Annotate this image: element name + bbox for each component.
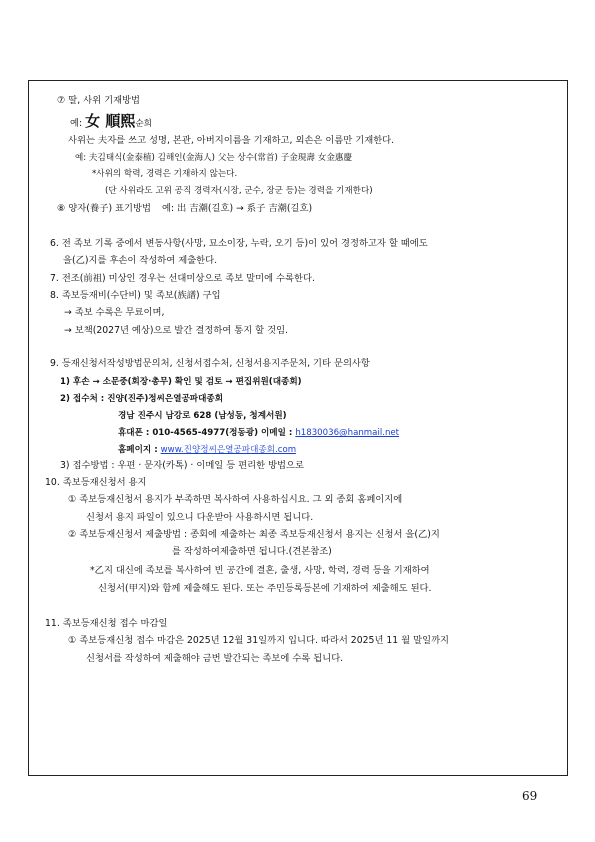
example-name: 女 順熙 (85, 112, 136, 130)
section7-heading: ⑦ 딸, 사위 기재방법 (57, 95, 141, 106)
item7-line: 7. 전조(前祖) 미상인 경우는 선대미상으로 족보 말미에 수록한다. (50, 273, 315, 284)
item11-line1: ① 족보등재신청 접수 마감은 2025년 12월 31일까지 입니다. 따라서 2025년 11 월 말일까지 (68, 635, 450, 646)
email-link[interactable]: h1830036@hanmail.net (295, 428, 400, 438)
item9-heading: 9. 등재신청서작성방법문의처, 신청서접수처, 신청서용지주문처, 기타 문의사항 (50, 358, 370, 369)
item11-heading: 11. 족보등재신청 접수 마감일 (45, 618, 168, 629)
section8-example: 예: 出 吉潮(길호) → 系子 吉潮(길호) (161, 203, 313, 214)
item8-line1: → 족보 수록은 무료이며, (64, 307, 165, 318)
page-number: 69 (522, 789, 538, 803)
item9-sub3: 3) 접수방법 : 우편 · 문자(카톡) · 이메일 등 편리한 방법으로 (60, 460, 304, 471)
section8-heading: ⑧ 양자(養子) 표기방법 (57, 203, 151, 214)
section7-note1: *사위의 학력, 경력은 기재하지 않는다. (92, 169, 238, 179)
item9-homepage-line (118, 444, 296, 456)
section8-line (57, 203, 312, 215)
example-suffix: 순희 (135, 119, 152, 129)
item9-sub1: 1) 후손 → 소문중(회장·총무) 확인 및 검토 → 편집위원(대종회) (60, 377, 302, 387)
item6-line1: 6. 전 족보 기록 중에서 변동사항(사망, 묘소이장, 누락, 오기 등)이 있어 경정하고자 할 때에도 (50, 238, 428, 249)
item8-line2: → 보책(2027년 예상)으로 발간 결정하여 통지 할 것임. (64, 325, 288, 336)
item11-line2: 신청서를 작성하여 제출해야 금번 발간되는 족보에 수록 됩니다. (86, 653, 344, 664)
item8-heading: 8. 족보등재비(수단비) 및 족보(族譜) 구입 (50, 290, 221, 301)
section7-example2: 예: 夫김태식(金泰植) 김해인(金海人) 父는 상수(常首) 子金現壽 女金惠慶 (75, 153, 353, 163)
item9-phone-line (118, 427, 399, 439)
item10-p2-line1: ② 족보등재신청서 제출방법 : 종회에 제출하는 최종 족보등재신청서 용지는 신청서 을(乙)지 (68, 529, 440, 540)
item10-p1-line1: ① 족보등재신청서 용지가 부족하면 복사하여 사용하십시요. 그 외 종회 홈페이지에 (68, 494, 403, 505)
phone-label: 휴대폰 : 010-4565-4977(정동광) 이메일 : (118, 428, 293, 438)
item10-p2-line2: 를 작성하여제출하면 됩니다.(견본참조) (172, 546, 332, 557)
homepage-label: 홈페이지 : (118, 445, 158, 455)
item9-sub2: 2) 접수처 : 진양(진주)정씨은열공파대종회 (60, 394, 224, 404)
section7-example-line (70, 112, 152, 130)
item10-note-line1: *乙지 대신에 족보를 복사하여 빈 공간에 결혼, 출생, 사망, 학력, 경력 등을 기재하여 (90, 565, 430, 576)
section7-desc: 사위는 夫자를 쓰고 성명, 본관, 아버지이름을 기재하고, 외손은 이름만 기재한다. (68, 135, 395, 146)
section7-note2: (단 사위라도 고위 공직 경력자(시장, 군수, 장군 등)는 경력을 기재한다) (105, 186, 373, 196)
item6-line2: 을(乙)지를 후손이 작성하여 제출한다. (63, 255, 218, 266)
homepage-link[interactable]: www.진양정씨은열공파대종회.com (160, 445, 297, 455)
example-prefix: 예: (70, 118, 83, 129)
item10-heading: 10. 족보등재신청서 용지 (45, 477, 147, 488)
item10-p1-line2: 신청서 용지 파일이 있으니 다운받아 사용하시면 됩니다. (86, 512, 314, 523)
item9-address: 경남 진주시 남강로 628 (남성동, 청계서원) (118, 411, 287, 421)
item10-note-line2: 신청서(甲지)와 함께 제출해도 된다. 또는 주민등록등본에 기재하여 제출해도 된다. (98, 583, 432, 594)
